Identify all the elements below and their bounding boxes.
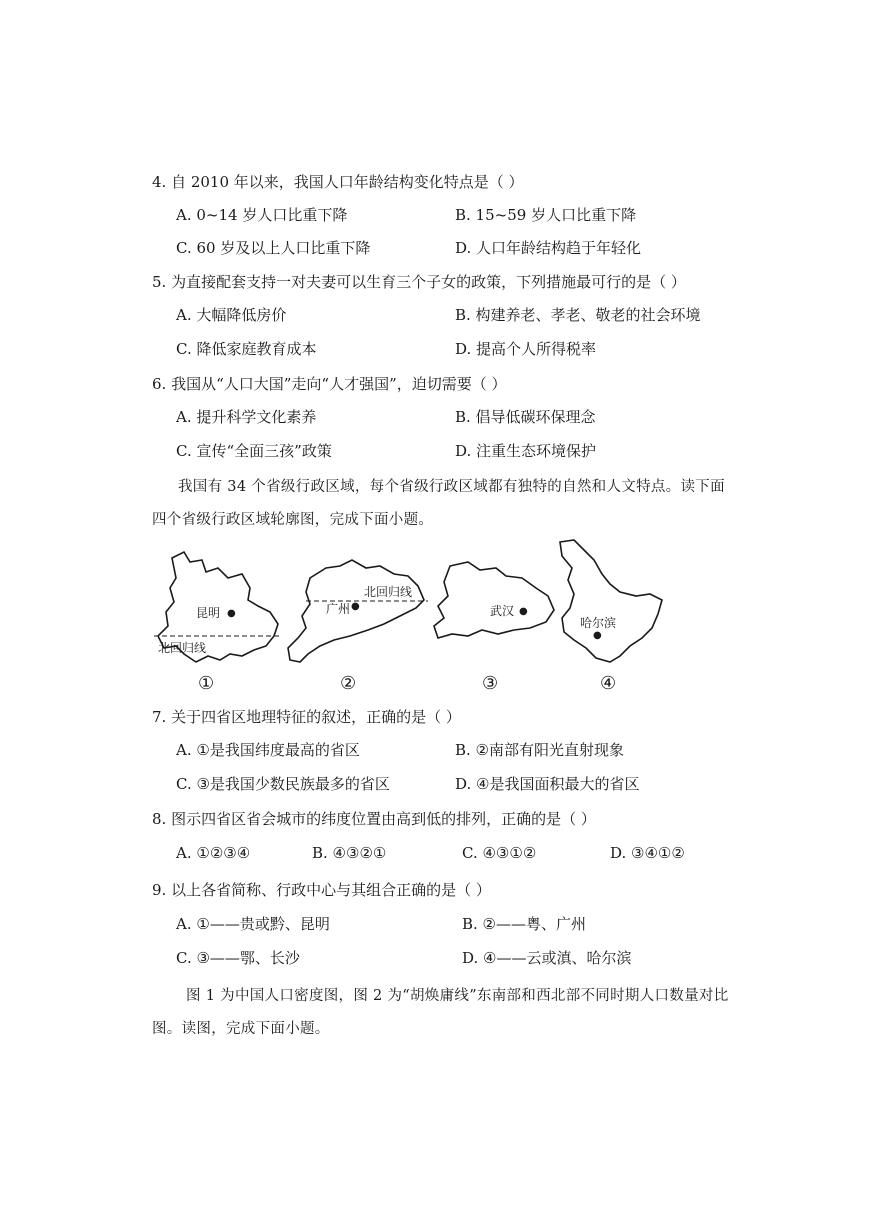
question-4-option-c: C. 60 岁及以上人口比重下降	[176, 239, 371, 257]
question-8-option-d: D. ③④①②	[610, 844, 685, 862]
city-dot-harbin: ●	[593, 630, 602, 641]
intro-paragraph-1-line-2: 四个省级行政区域轮廓图，完成下面小题。	[152, 512, 434, 528]
question-7-option-b: B. ②南部有阳光直射现象	[455, 741, 625, 759]
city-label-kunming: 昆明	[196, 606, 221, 620]
question-6-option-a: A. 提升科学文化素养	[176, 408, 317, 426]
question-4-option-a: A. 0~14 岁人口比重下降	[176, 206, 348, 224]
question-7-option-c: C. ③是我国少数民族最多的省区	[176, 775, 390, 793]
question-6-option-d: D. 注重生态环境保护	[455, 442, 597, 460]
city-dot-guangzhou: ●	[351, 601, 360, 612]
tropic-label-map-1: 北回归线	[158, 641, 207, 655]
map-number-2: ②	[340, 673, 357, 694]
question-8-option-b: B. ④③②①	[312, 844, 387, 862]
question-6-option-b: B. 倡导低碳环保理念	[455, 408, 596, 426]
question-8-option-c: C. ④③①②	[462, 844, 537, 862]
city-label-guangzhou: 广州	[326, 602, 351, 616]
question-5-option-a: A. 大幅降低房价	[176, 306, 287, 324]
question-4-option-b: B. 15~59 岁人口比重下降	[455, 206, 637, 224]
question-4-stem: 4. 自 2010 年以来，我国人口年龄结构变化特点是（ ）	[152, 173, 524, 191]
tropic-label-map-2: 北回归线	[364, 585, 413, 599]
question-8-stem: 8. 图示四省区省会城市的纬度位置由高到低的排列，正确的是（ ）	[152, 810, 596, 828]
map-number-1: ①	[198, 673, 215, 694]
question-5-stem: 5. 为直接配套支持一对夫妻可以生育三个子女的政策，下列措施最可行的是（ ）	[152, 273, 686, 291]
map-number-3: ③	[482, 673, 499, 694]
intro-paragraph-2-line-1: 图 1 为中国人口密度图，图 2 为“胡焕庸线”东南部和西北部不同时期人口数量对比	[186, 988, 729, 1004]
map-number-4: ④	[600, 673, 617, 694]
city-label-wuhan: 武汉	[490, 604, 515, 618]
province-outline-maps	[150, 538, 680, 698]
city-dot-wuhan: ●	[519, 606, 528, 617]
question-9-option-b: B. ②——粤、广州	[462, 915, 587, 933]
intro-paragraph-1-line-1: 我国有 34 个省级行政区域，每个省级行政区域都有独特的自然和人文特点。读下面	[178, 479, 725, 495]
question-7-option-a: A. ①是我国纬度最高的省区	[176, 741, 360, 759]
question-4-option-d: D. 人口年龄结构趋于年轻化	[455, 239, 642, 257]
question-8-option-a: A. ①②③④	[176, 844, 251, 862]
question-9-option-d: D. ④——云或滇、哈尔滨	[462, 949, 632, 967]
question-9-option-c: C. ③——鄂、长沙	[176, 949, 300, 967]
map-outline-4	[560, 540, 662, 662]
question-6-stem: 6. 我国从“人口大国”走向“人才强国”，迫切需要（ ）	[152, 375, 507, 393]
question-6-option-c: C. 宣传“全面三孩”政策	[176, 442, 332, 460]
question-5-option-c: C. 降低家庭教育成本	[176, 340, 317, 358]
intro-paragraph-2-line-2: 图。读图，完成下面小题。	[152, 1021, 330, 1037]
city-label-harbin: 哈尔滨	[580, 616, 617, 630]
question-7-stem: 7. 关于四省区地理特征的叙述，正确的是（ ）	[152, 708, 461, 726]
question-7-option-d: D. ④是我国面积最大的省区	[455, 775, 640, 793]
map-outline-3	[434, 562, 554, 638]
question-5-option-d: D. 提高个人所得税率	[455, 340, 597, 358]
city-dot-kunming: ●	[227, 608, 236, 619]
question-9-option-a: A. ①——贵或黔、昆明	[176, 915, 330, 933]
question-5-option-b: B. 构建养老、孝老、敬老的社会环境	[455, 306, 701, 324]
question-9-stem: 9. 以上各省简称、行政中心与其组合正确的是（ ）	[152, 881, 491, 899]
